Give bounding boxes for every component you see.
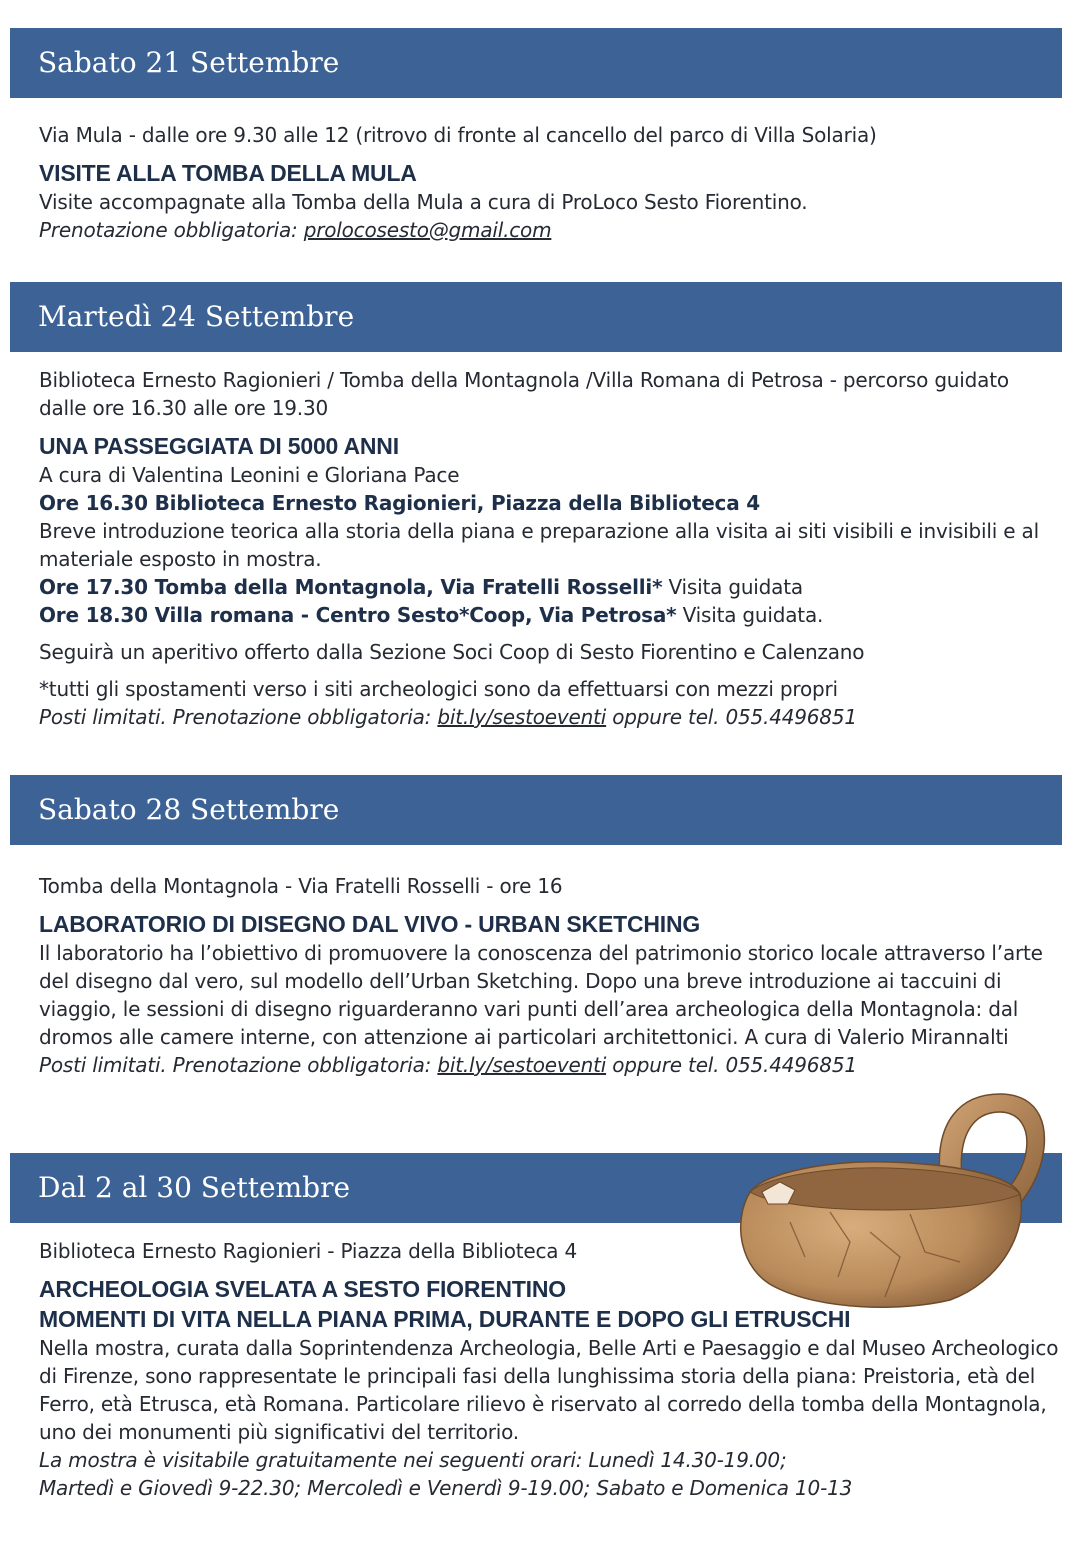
date-band-martedi-24	[10, 282, 1062, 352]
event-aperitivo: Seguirà un aperitivo offerto dalla Sezione Soci Coop di Sesto Fiorentino e Calenzano	[39, 640, 865, 664]
event-hours-line-1: La mostra è visitabile gratuitamente nei seguenti orari: Lunedì 14.30-19.00;	[39, 1448, 787, 1472]
event-booking	[39, 216, 1059, 244]
date-band-sabato-28	[10, 775, 1062, 845]
booking-label: Posti limitati. Prenotazione obbligatoria:	[39, 1053, 438, 1077]
date-heading: Dal 2 al 30 Settembre	[38, 1171, 351, 1204]
booking-phone: oppure tel. 055.4496851	[606, 1053, 857, 1077]
event-booking	[39, 703, 1059, 731]
event-subtitle: MOMENTI DI VITA NELLA PIANA PRIMA, DURANTE E DOPO GLI ETRUSCHI	[39, 1306, 851, 1332]
booking-phone: oppure tel. 055.4496851	[606, 705, 857, 729]
event-curators: A cura di Valentina Leonini e Gloriana Pace	[39, 463, 460, 487]
event-title: LABORATORIO DI DISEGNO DAL VIVO - URBAN SKETCHING	[39, 911, 701, 937]
event-location: Biblioteca Ernesto Ragionieri - Piazza della Biblioteca 4	[39, 1239, 578, 1263]
event-title: ARCHEOLOGIA SVELATA A SESTO FIORENTINO	[39, 1276, 566, 1302]
event-location: Tomba della Montagnola - Via Fratelli Rosselli - ore 16	[39, 874, 563, 898]
event-stop-3	[39, 601, 1059, 629]
booking-link[interactable]: bit.ly/sestoeventi	[437, 1053, 607, 1077]
event-stop-1: Ore 16.30 Biblioteca Ernesto Ragionieri, Piazza della Biblioteca 4	[39, 491, 760, 515]
event-booking	[39, 1051, 1059, 1079]
event-title: VISITE ALLA TOMBA DELLA MULA	[39, 160, 417, 186]
event-location: Biblioteca Ernesto Ragionieri / Tomba della Montagnola /Villa Romana di Petrosa - percorso guidato dalle ore 16.30 alle ore 19.30	[39, 368, 1009, 420]
stop-3-description: Visita guidata.	[676, 603, 824, 627]
event-description: Il laboratorio ha l’obiettivo di promuovere la conoscenza del patrimonio storico locale attraverso l’arte del disegno dal vero, sul modello dell’Urban Sketching. Dopo una breve introduzione ai taccuini di viaggio, le sessioni di disegno riguarderanno vari punti dell’area archeologica della Montagnola: dal dromos alle camere interne, con attenzione ai particolari architettonici. A cura di Valerio Mirannalti	[39, 941, 1043, 1049]
etruscan-pot-icon	[710, 1082, 1060, 1310]
stop-2-description: Visita guidata	[662, 575, 803, 599]
event-title: UNA PASSEGGIATA DI 5000 ANNI	[39, 433, 399, 459]
stop-3-title: Ore 18.30 Villa romana - Centro Sesto*Coop, Via Petrosa*	[39, 603, 677, 627]
event-description: Visite accompagnate alla Tomba della Mula a cura di ProLoco Sesto Fiorentino.	[39, 190, 808, 214]
booking-link[interactable]: bit.ly/sestoeventi	[437, 705, 607, 729]
date-heading: Martedì 24 Settembre	[38, 300, 355, 333]
event-laboratorio-disegno	[39, 872, 1059, 1079]
event-passeggiata-5000-anni	[39, 366, 1059, 731]
booking-label: Posti limitati. Prenotazione obbligatoria:	[39, 705, 438, 729]
event-stop-1-description: Breve introduzione teorica alla storia della piana e preparazione alla visita ai siti visibili e invisibili e al materiale esposto in mostra.	[39, 519, 1039, 571]
event-stop-2	[39, 573, 1059, 601]
date-heading: Sabato 21 Settembre	[38, 46, 340, 79]
event-note: *tutti gli spostamenti verso i siti archeologici sono da effettuarsi con mezzi propri	[39, 677, 838, 701]
event-hours-line-2: Martedì e Giovedì 9-22.30; Mercoledì e Venerdì 9-19.00; Sabato e Domenica 10-13	[39, 1476, 853, 1500]
event-description: Nella mostra, curata dalla Soprintendenza Archeologia, Belle Arti e Paesaggio e dal Museo Archeologico di Firenze, sono rappresentate le principali fasi della lunghissima storia della piana: Preistoria, età del Ferro, età Etrusca, età Romana. Particolare rilievo è riservato al corredo della tomba della Montagnola, uno dei monumenti più significativi del territorio.	[39, 1336, 1059, 1444]
stop-2-title: Ore 17.30 Tomba della Montagnola, Via Fratelli Rosselli*	[39, 575, 663, 599]
date-heading: Sabato 28 Settembre	[38, 793, 340, 826]
booking-email-link[interactable]: prolocosesto@gmail.com	[303, 218, 552, 242]
event-location: Via Mula - dalle ore 9.30 alle 12 (ritrovo di fronte al cancello del parco di Villa Solaria)	[39, 123, 877, 147]
booking-label: Prenotazione obbligatoria:	[39, 218, 304, 242]
event-visite-tomba-mula	[39, 121, 1059, 244]
date-band-sabato-21	[10, 28, 1062, 98]
